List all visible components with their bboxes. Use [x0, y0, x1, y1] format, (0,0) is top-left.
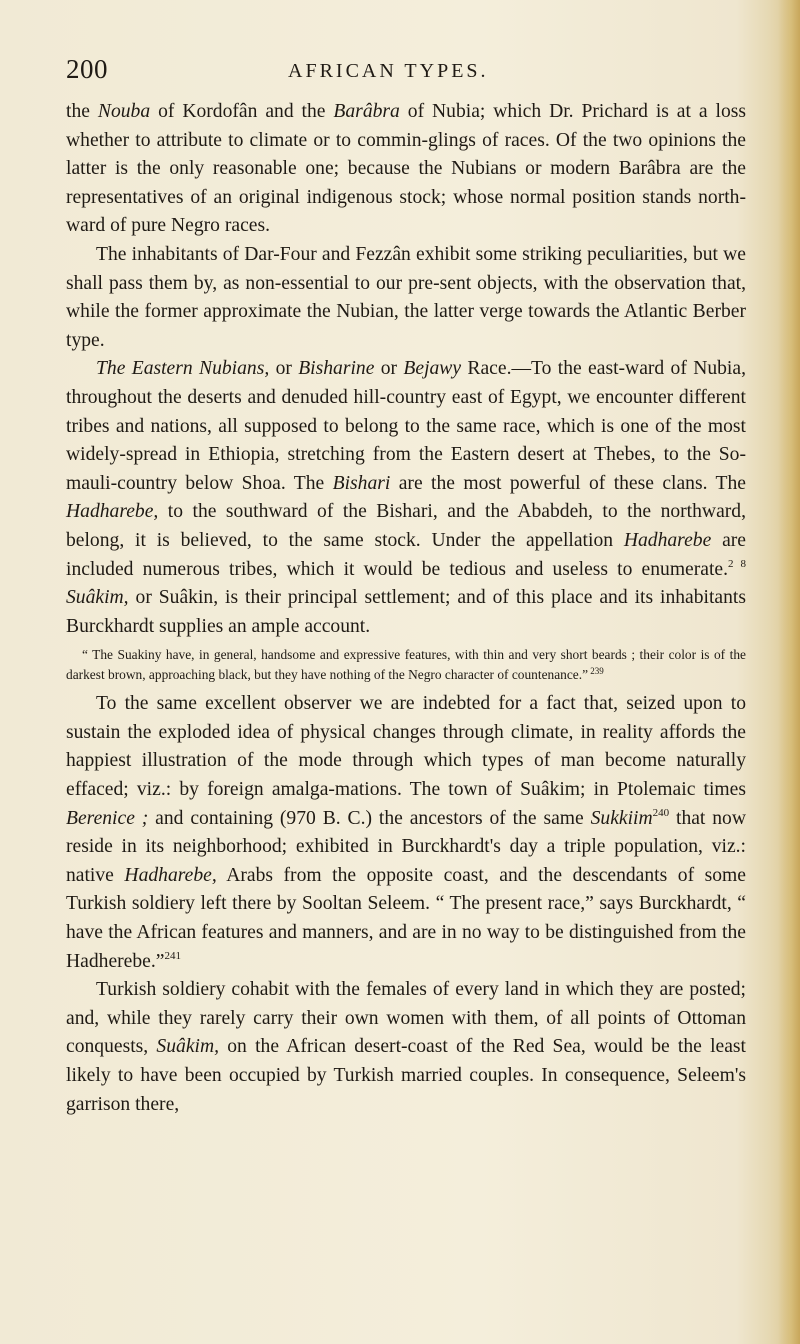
text-run: of Nubia; which Dr. Prichard is at a loss whether to attribute to climate or to commin-glings of races. Of the two opinions the latter is the only reasonable one; because the Nubians or modern Barâbra are the representatives of an original indigenous stock; whose normal position stands north-ward of pure Negro races.	[66, 101, 746, 237]
italic-term: Bishari	[332, 472, 391, 494]
footnote-ref: 239	[588, 665, 604, 676]
italic-heading: The Eastern Nubians,	[96, 358, 270, 380]
text-run: of Kordofân and the	[150, 101, 334, 122]
italic-term: Bisharine	[298, 358, 375, 380]
paragraph-2: The inhabitants of Dar-Four and Fezzân exhibit some striking peculiarities, but we shall pass them by, as non-essential to our pre-sent objects, with the observation that, while the former approximate the Nubian, the latter verge towards the Atlantic Berber type.	[66, 243, 746, 351]
italic-term: Nouba	[97, 101, 151, 122]
text-run: and containing (970 B. C.) the ancestors of the same	[148, 807, 591, 829]
page-header	[66, 54, 746, 88]
block-quote	[66, 645, 746, 684]
running-title: AFRICAN TYPES.	[288, 60, 489, 82]
paragraph-5	[66, 976, 746, 1119]
italic-term: Hadharebe,	[66, 501, 159, 523]
italic-term: Bejawy	[403, 358, 462, 380]
italic-term: Suâkim,	[66, 587, 129, 609]
italic-term: Hadharebe	[623, 529, 712, 551]
text-run: the	[66, 101, 98, 122]
text-run: or Suâkin, is their principal settlement; and of this place and its inhabitants Burckhardt supplies an ample account.	[66, 587, 746, 637]
paragraph-4	[66, 690, 746, 976]
italic-term: Sukkiim	[590, 807, 653, 829]
text-run: or	[374, 358, 404, 380]
text-run: are the most powerful of these clans. The	[390, 472, 746, 494]
text-run: to the southward of the Bishari, and the Ababdeh, to the northward, belong, it is believed, to the same stock. Under the appellation	[66, 501, 746, 551]
body-text	[66, 98, 746, 1119]
quote-text: “ The Suakiny have, in general, handsome and expressive features, with thin and very short beards ; their color is of the darkest brown, approaching black, but they have nothing of the Negro character of countenance.”	[66, 647, 746, 682]
footnote-ref: 2 8	[728, 557, 746, 570]
text-run: on the African desert-coast of the Red Sea, would be the least likely to have been occupied by Turkish married couples. In consequence, Seleem's garrison there,	[66, 1036, 747, 1115]
italic-term: Barâbra	[333, 101, 400, 122]
paragraph-3	[66, 355, 746, 641]
page-edge-shadow	[778, 0, 800, 1344]
text-run: To the same excellent observer we are indebted for a fact that, seized upon to sustain the exploded idea of physical changes through climate, in reality affords the happiest illustration of the mode through which types of man become naturally effaced; viz.: by foreign amalga-mations. The town of Suâkim; in Ptolemaic times	[66, 693, 746, 801]
text-run: Race.—To the east-ward of Nubia, throughout the deserts and denuded hill-country east of Egypt, we encounter different tribes and nations, all supposed to belong to the same race, which is one of the most widely-spread in Ethiopia, stretching from the Eastern desert at Thebes, to the So-mauli-country below Shoa. The	[66, 358, 746, 494]
text-run: are included numerous tribes, which it would be tedious and useless to enumerate.	[66, 529, 746, 580]
italic-term: Berenice ;	[66, 807, 149, 829]
italic-term: Suâkim,	[156, 1036, 220, 1058]
footnote-ref: 240	[652, 806, 670, 819]
footnote-ref: 241	[164, 949, 181, 962]
text-run: Turkish soldiery cohabit with the females of every land in which they are posted; and, while they rarely carry their own women with them, of all points of Ottoman conquests,	[66, 979, 746, 1058]
italic-term: Hadharebe,	[124, 864, 217, 886]
paragraph-1	[66, 98, 746, 241]
text-run: or	[269, 358, 299, 380]
text-run: that now reside in its neighborhood; exhibited in Burckhardt's day a triple population, viz.: native	[66, 807, 746, 886]
text-run: Arabs from the opposite coast, and the descendants of some Turkish soldiery left there by Sooltan Seleem. “ The present race,” says Burckhardt, “ have the African features and manners, and are in no way to be distinguished from the Hadherebe.”	[66, 864, 746, 972]
page-number: 200	[66, 54, 108, 84]
